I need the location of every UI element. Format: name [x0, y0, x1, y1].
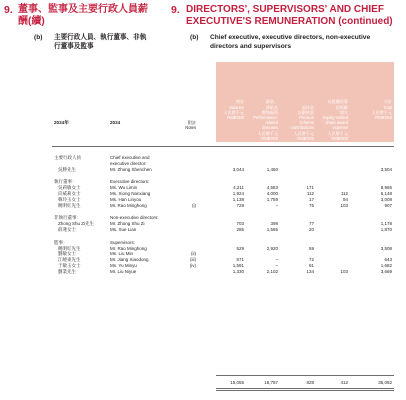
table-row-name-en: Ms. Wu Limin: [110, 185, 138, 191]
group-heading-en: Supervisors:: [110, 239, 136, 245]
section-title-cn: [18, 4, 148, 28]
group-heading-en-cont: executive director:: [110, 160, 147, 166]
table-row-value: 103: [340, 202, 348, 208]
table-row-name-cn: 吳勝先生: [58, 166, 76, 172]
column-header-line: bonuses: [262, 125, 278, 131]
total-value: 18,787: [264, 380, 278, 385]
column-header-4: [314, 99, 348, 141]
column-header-line: RMB'000: [227, 115, 244, 120]
table-row-value: 285: [236, 227, 244, 232]
table-row-note: (iv): [189, 263, 196, 268]
column-header-line: 薪金、: [265, 99, 278, 105]
header-divider: [52, 146, 394, 147]
column-header-line: 合計: [383, 99, 392, 105]
table-row-value: 643: [384, 257, 392, 263]
table-row-value: 134: [306, 268, 314, 274]
table-row-name-en: Mr. Jiang Xiaodong: [110, 257, 149, 263]
table-row-value: 1,591: [232, 263, 244, 268]
table-row-value: 529: [236, 245, 244, 251]
table-row-value: 112: [306, 191, 314, 196]
table-row-value: 59: [308, 245, 314, 251]
year-label-cn: 2024年: [54, 120, 69, 125]
column-header-line: 袍金: [235, 99, 244, 105]
table-row-name-cn: 饒明紅先生: [58, 202, 81, 208]
column-header-line: RMB'000: [331, 135, 348, 141]
total-value: 35,082: [378, 380, 392, 385]
table-row-value: 1,460: [266, 166, 278, 172]
subsection-label-en: (b): [190, 34, 199, 41]
table-row-value: 398: [270, 221, 278, 227]
column-header-line: 開支: [339, 109, 348, 115]
table-row-name-en: Mr. Rao Minghong: [110, 245, 147, 251]
section-title-cn-line-1: 董事、監事及主要行政人員薪: [18, 4, 148, 15]
column-header-line: 人民幣千元: [257, 130, 278, 136]
section-number-cn: 9.: [4, 4, 13, 16]
subsection-title-cn-line-2: 行董事及監事: [54, 43, 94, 50]
column-header-line: RMB'000: [375, 115, 392, 120]
section-title-en-line-1: DIRECTORS', SUPERVISORS' AND CHIEF: [186, 4, 384, 15]
table-row-value: 3,044: [232, 166, 244, 172]
group-heading-cn: 主要行政人員: [54, 155, 81, 160]
table-row-value: 8,965: [380, 185, 392, 191]
column-header-line: Equity-settled: [323, 115, 348, 120]
table-row-name-cn: Zhong Shu Zi先生: [58, 221, 95, 227]
table-row-value: 1,759: [266, 196, 278, 202]
table-row-value: 2,102: [266, 268, 278, 274]
table-row-value: 3,008: [380, 196, 392, 202]
table-row-value: 171: [306, 185, 314, 191]
table-row-name-cn: 薛蓮女士: [58, 227, 76, 232]
column-header-line: Pension: [299, 115, 314, 120]
group-heading-cn: 執行董事：: [54, 179, 77, 185]
table-row-name-cn: 吳莉敏女士: [58, 185, 81, 191]
column-header-line: scheme: [299, 120, 314, 126]
notes-header: [176, 120, 196, 131]
table-row-value: 1,138: [232, 196, 244, 202]
notes-header-en: Notes: [185, 125, 196, 131]
table-row-value: 1,330: [232, 268, 244, 274]
column-header-line: RMB'000: [261, 135, 278, 141]
table-row-value: 729: [236, 202, 244, 208]
table-row-value: 20: [308, 227, 314, 232]
table-row-name-cn: 韓玲玉女士: [58, 196, 81, 202]
column-header-line: expense: [332, 125, 348, 131]
column-header-line: 人民幣千元: [371, 109, 392, 115]
column-header-line: 人民幣千元: [327, 130, 348, 136]
table-row-value: 907: [384, 202, 392, 208]
table-row-value: –: [275, 202, 278, 208]
group-heading-cn: 非執行董事：: [54, 215, 81, 221]
table-row-value: 17: [308, 196, 314, 202]
table-row-value: 75: [308, 202, 314, 208]
column-header-2: [244, 99, 278, 141]
table-row-value: 4,000: [266, 191, 278, 196]
column-header-line: 的獎勵: [335, 104, 348, 110]
column-header-line: 計劃供款: [297, 109, 314, 115]
totals-rule-top: [216, 375, 394, 376]
subsection-title-en-line-1: Chief executive, executive directors, non-executive: [210, 34, 371, 41]
section-title-en-line-2: EXECUTIVE'S REMUNERATION (continued): [186, 16, 393, 27]
group-heading-en: Non-executive directors:: [110, 215, 159, 221]
table-row-value: 3,504: [380, 166, 392, 172]
column-header-line: related: [265, 120, 278, 126]
table-row-value: 1,682: [380, 263, 392, 268]
table-row-value: –: [275, 263, 278, 268]
table-row-value: 3,508: [380, 245, 392, 251]
table-row-name-cn: 饒明紅先生: [58, 245, 81, 251]
column-header-line: share award: [325, 120, 348, 126]
table-row-note: (i): [192, 202, 196, 208]
column-header-5: [358, 99, 392, 120]
subsection-title-en-line-2: directors and supervisors: [210, 43, 291, 50]
totals-rule-bottom-1: [216, 388, 394, 389]
table-row-value: 3,669: [380, 268, 392, 274]
table-row-value: 4,211: [233, 185, 244, 191]
table-row-name-cn: 劉業先生: [58, 268, 76, 274]
total-value: 412: [340, 380, 348, 385]
table-row-name-en: Ms. Yu Minyu: [110, 263, 137, 268]
section-title-cn-line-2: 酬(續): [18, 16, 45, 27]
table-row-name-en: Ms. Xiong Nanxiang: [110, 191, 151, 196]
section-number-en: 9.: [171, 4, 180, 16]
table-row-name-en: Mr. Zhong Shu Zi: [110, 221, 145, 227]
column-header-line: Total: [383, 104, 392, 110]
column-header-line: contributions: [290, 125, 314, 131]
column-header-line: 人民幣千元: [223, 109, 244, 115]
column-header-line: 退休金: [301, 104, 314, 110]
table-row-note: (iii): [190, 257, 196, 263]
total-value: 15,055: [230, 380, 244, 385]
table-row-name-en: Ms. Xue Lian: [110, 227, 137, 232]
column-header-line: 津貼及: [265, 104, 278, 110]
column-header-line: 實物福利: [261, 109, 278, 115]
table-row-note: (ii): [191, 251, 196, 257]
subsection-title-en: [210, 33, 370, 51]
table-row-name-en: Ms. Liu Min: [110, 251, 134, 257]
table-row-value: 112: [340, 191, 348, 196]
table-row-value: 6,148: [380, 191, 392, 196]
table-row-name-en: Mr. Liu Niyue: [110, 268, 137, 274]
group-heading-en: Executive directors:: [110, 179, 150, 185]
notes-header-cn: 附註: [187, 120, 196, 125]
table-row-value: 94: [342, 196, 348, 202]
table-row-value: 703: [236, 221, 244, 227]
table-row-name-en: Mr. Zhong Shenchen: [110, 166, 152, 172]
table-row-name-en: Ms. Han Linyou: [110, 196, 142, 202]
table-row-name-en: Mr. Rao Minghong: [110, 202, 147, 208]
subsection-title-cn: [54, 33, 146, 51]
group-heading-cn: 監事：: [54, 239, 68, 245]
column-header-line: Performance-: [253, 115, 278, 120]
column-header-1: [210, 99, 244, 120]
table-row-value: 77: [308, 221, 314, 227]
table-row-value: 1,565: [266, 227, 278, 232]
group-heading-en: Chief executive and: [110, 155, 150, 160]
column-header-3: [280, 105, 314, 141]
totals-rule-bottom-2: [216, 390, 394, 391]
year-label-en: 2024: [110, 120, 121, 125]
total-value: 828: [306, 380, 314, 385]
table-row-value: 2,920: [266, 245, 278, 251]
table-row-name-cn: 劉敏女士: [58, 251, 76, 257]
section-title-en: [186, 4, 393, 28]
column-header-line: RMB'000: [297, 135, 314, 141]
column-header-line: 人民幣千元: [293, 130, 314, 136]
table-row-value: –: [275, 257, 278, 263]
table-row-name-cn: 于敏玉女士: [58, 263, 81, 268]
table-row-name-cn: 江曉東先生: [58, 257, 81, 263]
column-header-line: 以股權結算: [327, 99, 348, 105]
table-row-value: 103: [340, 268, 348, 274]
table-row-value: 72: [308, 257, 314, 263]
table-row-value: 571: [236, 257, 244, 263]
subsection-label-cn: (b): [34, 34, 43, 41]
subsection-title-cn-line-1: 主要行政人員、執行董事、非執: [54, 34, 147, 41]
table-row-value: 1,870: [380, 227, 392, 232]
table-row-value: 1,178: [380, 221, 392, 227]
table-row-value: 4,583: [266, 185, 278, 191]
column-header-line: Salaries: [229, 104, 244, 110]
table-row-value: 91: [308, 263, 314, 268]
table-row-value: 1,924: [232, 191, 244, 196]
table-row-name-cn: 向威莉女士: [58, 191, 81, 196]
